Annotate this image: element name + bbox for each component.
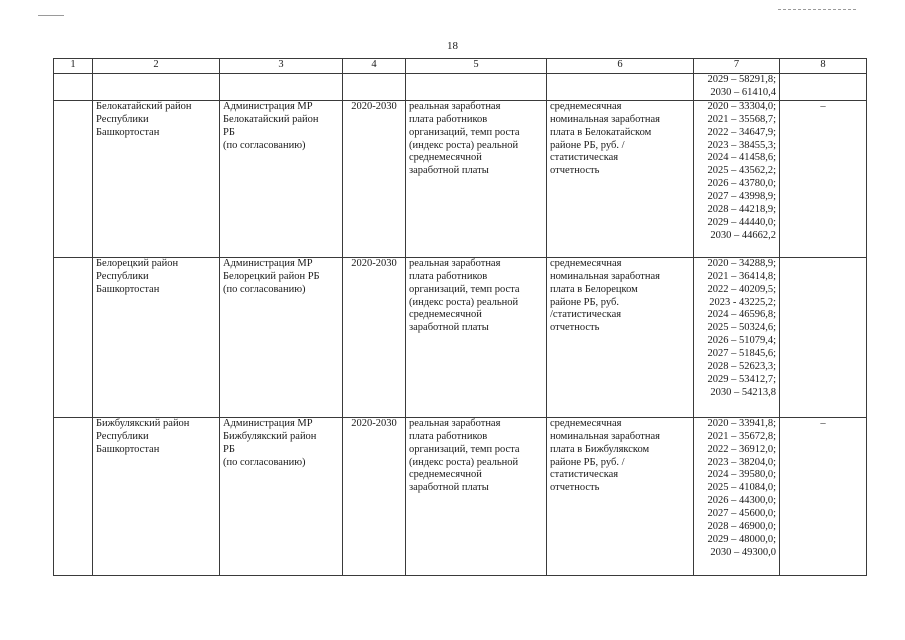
measure-line: среднемесячная bbox=[550, 257, 622, 269]
value-line: 2021 – 35672,8; bbox=[707, 430, 776, 442]
values-cell bbox=[694, 257, 780, 417]
indicator-cell bbox=[406, 257, 547, 417]
indicator-line: заработной платы bbox=[409, 165, 489, 177]
measure-line: /статистическая bbox=[550, 309, 622, 321]
value-line: 2024 – 46596,8; bbox=[707, 309, 776, 321]
scan-mark-right bbox=[778, 9, 856, 10]
column-number: 5 bbox=[406, 59, 547, 74]
executor-cell bbox=[220, 257, 343, 417]
indicator-line: среднемесячной bbox=[409, 469, 482, 481]
executor-line: РБ bbox=[223, 443, 235, 455]
indicator-line: плата работников bbox=[409, 113, 488, 125]
executor-line: РБ bbox=[223, 126, 235, 138]
value-line: 2027 – 51845,6; bbox=[707, 348, 776, 360]
note-cell bbox=[780, 257, 867, 417]
column-number: 1 bbox=[54, 59, 93, 74]
values-cell bbox=[694, 100, 780, 257]
indicator-line: (индекс роста) реальной bbox=[409, 296, 519, 308]
table-row bbox=[54, 257, 867, 417]
district-line: Республики bbox=[96, 430, 149, 442]
indicator-line: среднемесячной bbox=[409, 309, 482, 321]
indicator-line: реальная заработная bbox=[409, 257, 501, 269]
scan-mark-left bbox=[38, 15, 64, 16]
measure-line: статистическая bbox=[550, 152, 619, 164]
value-line: 2029 – 48000,0; bbox=[707, 533, 776, 545]
indicator-line: заработной платы bbox=[409, 322, 489, 334]
values-cell bbox=[694, 74, 780, 101]
measure-line: номинальная заработная bbox=[550, 113, 660, 125]
indicator-line: плата работников bbox=[409, 430, 488, 442]
plan-table bbox=[53, 58, 867, 576]
measure-line: отчетность bbox=[550, 322, 600, 334]
table-row bbox=[54, 100, 867, 257]
value-line: 2028 – 52623,3; bbox=[707, 361, 776, 373]
district-cell bbox=[93, 417, 220, 575]
column-number: 7 bbox=[694, 59, 780, 74]
district-line: Республики bbox=[96, 113, 149, 125]
indicator-line: среднемесячной bbox=[409, 152, 482, 164]
row-number-cell bbox=[54, 417, 93, 575]
value-line: 2029 – 53412,7; bbox=[707, 373, 776, 385]
value-line: 2024 – 39580,0; bbox=[707, 469, 776, 481]
value-line: 2029 – 44440,0; bbox=[707, 216, 776, 228]
value-line: 2020 – 33304,0; bbox=[707, 100, 776, 112]
value-line: 2030 – 44662,2 bbox=[710, 229, 776, 241]
indicator-line: (индекс роста) реальной bbox=[409, 456, 519, 468]
value-line: 2021 – 35568,7; bbox=[707, 113, 776, 125]
district-line: Башкортостан bbox=[96, 443, 160, 455]
measure-cell bbox=[547, 257, 694, 417]
executor-cell bbox=[220, 417, 343, 575]
column-number: 3 bbox=[220, 59, 343, 74]
value-line: 2025 – 50324,6; bbox=[707, 322, 776, 334]
column-number: 6 bbox=[547, 59, 694, 74]
value-line: 2020 – 33941,8; bbox=[707, 417, 776, 429]
measure-line: районе РБ, руб. / bbox=[550, 456, 625, 468]
district-line: Бижбулякский район bbox=[96, 417, 190, 429]
executor-line: (по согласованию) bbox=[223, 139, 306, 151]
value-line: 2023 - 43225,2; bbox=[709, 296, 776, 308]
executor-line: Администрация МР bbox=[223, 257, 313, 269]
executor-line: Белорецкий район РБ bbox=[223, 270, 320, 282]
indicator-line: заработной платы bbox=[409, 482, 489, 494]
indicator-line: организаций, темп роста bbox=[409, 443, 520, 455]
measure-line: отчетность bbox=[550, 165, 600, 177]
executor-line: (по согласованию) bbox=[223, 456, 306, 468]
values-cell bbox=[694, 417, 780, 575]
row-number-cell bbox=[54, 100, 93, 257]
executor-line: Администрация МР bbox=[223, 100, 313, 112]
value-line: 2030 – 61410,4 bbox=[710, 86, 776, 98]
period-cell: 2020-2030 bbox=[343, 417, 406, 575]
value-line: 2022 – 34647,9; bbox=[707, 126, 776, 138]
continuation-row bbox=[54, 74, 867, 101]
district-line: Башкортостан bbox=[96, 126, 160, 138]
value-line: 2026 – 51079,4; bbox=[707, 335, 776, 347]
note-cell: – bbox=[780, 100, 867, 257]
district-line: Башкортостан bbox=[96, 283, 160, 295]
value-line: 2022 – 36912,0; bbox=[707, 443, 776, 455]
measure-line: номинальная заработная bbox=[550, 270, 660, 282]
value-line: 2027 – 45600,0; bbox=[707, 508, 776, 520]
measure-line: отчетность bbox=[550, 482, 600, 494]
value-line: 2028 – 44218,9; bbox=[707, 204, 776, 216]
period-cell: 2020-2030 bbox=[343, 100, 406, 257]
row-number-cell bbox=[54, 257, 93, 417]
value-line: 2028 – 46900,0; bbox=[707, 521, 776, 533]
value-line: 2024 – 41458,6; bbox=[707, 152, 776, 164]
value-line: 2026 – 44300,0; bbox=[707, 495, 776, 507]
executor-line: Администрация МР bbox=[223, 417, 313, 429]
indicator-line: организаций, темп роста bbox=[409, 283, 520, 295]
page-number: 18 bbox=[447, 40, 458, 52]
value-line: 2029 – 58291,8; bbox=[707, 74, 776, 85]
indicator-line: плата работников bbox=[409, 270, 488, 282]
value-line: 2023 – 38204,0; bbox=[707, 456, 776, 468]
district-line: Белорецкий район bbox=[96, 257, 179, 269]
executor-line: Белокатайский район bbox=[223, 113, 319, 125]
measure-line: плата в Белорецком bbox=[550, 283, 638, 295]
indicator-cell bbox=[406, 100, 547, 257]
indicator-cell bbox=[406, 417, 547, 575]
indicator-line: реальная заработная bbox=[409, 417, 501, 429]
district-line: Республики bbox=[96, 270, 149, 282]
column-number: 8 bbox=[780, 59, 867, 74]
measure-line: среднемесячная bbox=[550, 100, 622, 112]
measure-line: плата в Бижбулякском bbox=[550, 443, 650, 455]
district-line: Белокатайский район bbox=[96, 100, 192, 112]
district-cell bbox=[93, 257, 220, 417]
measure-line: статистическая bbox=[550, 469, 619, 481]
district-cell bbox=[93, 100, 220, 257]
indicator-line: (индекс роста) реальной bbox=[409, 139, 519, 151]
indicator-line: организаций, темп роста bbox=[409, 126, 520, 138]
measure-line: районе РБ, руб. / bbox=[550, 139, 625, 151]
measure-line: номинальная заработная bbox=[550, 430, 660, 442]
column-number-row bbox=[54, 59, 867, 74]
measure-cell bbox=[547, 100, 694, 257]
measure-line: плата в Белокатайском bbox=[550, 126, 652, 138]
value-line: 2026 – 43780,0; bbox=[707, 178, 776, 190]
value-line: 2022 – 40209,5; bbox=[707, 283, 776, 295]
value-line: 2023 – 38455,3; bbox=[707, 139, 776, 151]
measure-cell bbox=[547, 417, 694, 575]
executor-line: (по согласованию) bbox=[223, 283, 306, 295]
column-number: 2 bbox=[93, 59, 220, 74]
measure-line: среднемесячная bbox=[550, 417, 622, 429]
value-line: 2025 – 41084,0; bbox=[707, 482, 776, 494]
value-line: 2021 – 36414,8; bbox=[707, 270, 776, 282]
measure-line: районе РБ, руб. bbox=[550, 296, 619, 308]
executor-cell bbox=[220, 100, 343, 257]
value-line: 2030 – 49300,0 bbox=[710, 546, 776, 558]
table-row bbox=[54, 417, 867, 575]
value-line: 2025 – 43562,2; bbox=[707, 165, 776, 177]
period-cell: 2020-2030 bbox=[343, 257, 406, 417]
value-line: 2027 – 43998,9; bbox=[707, 191, 776, 203]
note-cell: – bbox=[780, 417, 867, 575]
indicator-line: реальная заработная bbox=[409, 100, 501, 112]
value-line: 2020 – 34288,9; bbox=[707, 257, 776, 269]
executor-line: Бижбулякский район bbox=[223, 430, 317, 442]
column-number: 4 bbox=[343, 59, 406, 74]
value-line: 2030 – 54213,8 bbox=[710, 386, 776, 398]
